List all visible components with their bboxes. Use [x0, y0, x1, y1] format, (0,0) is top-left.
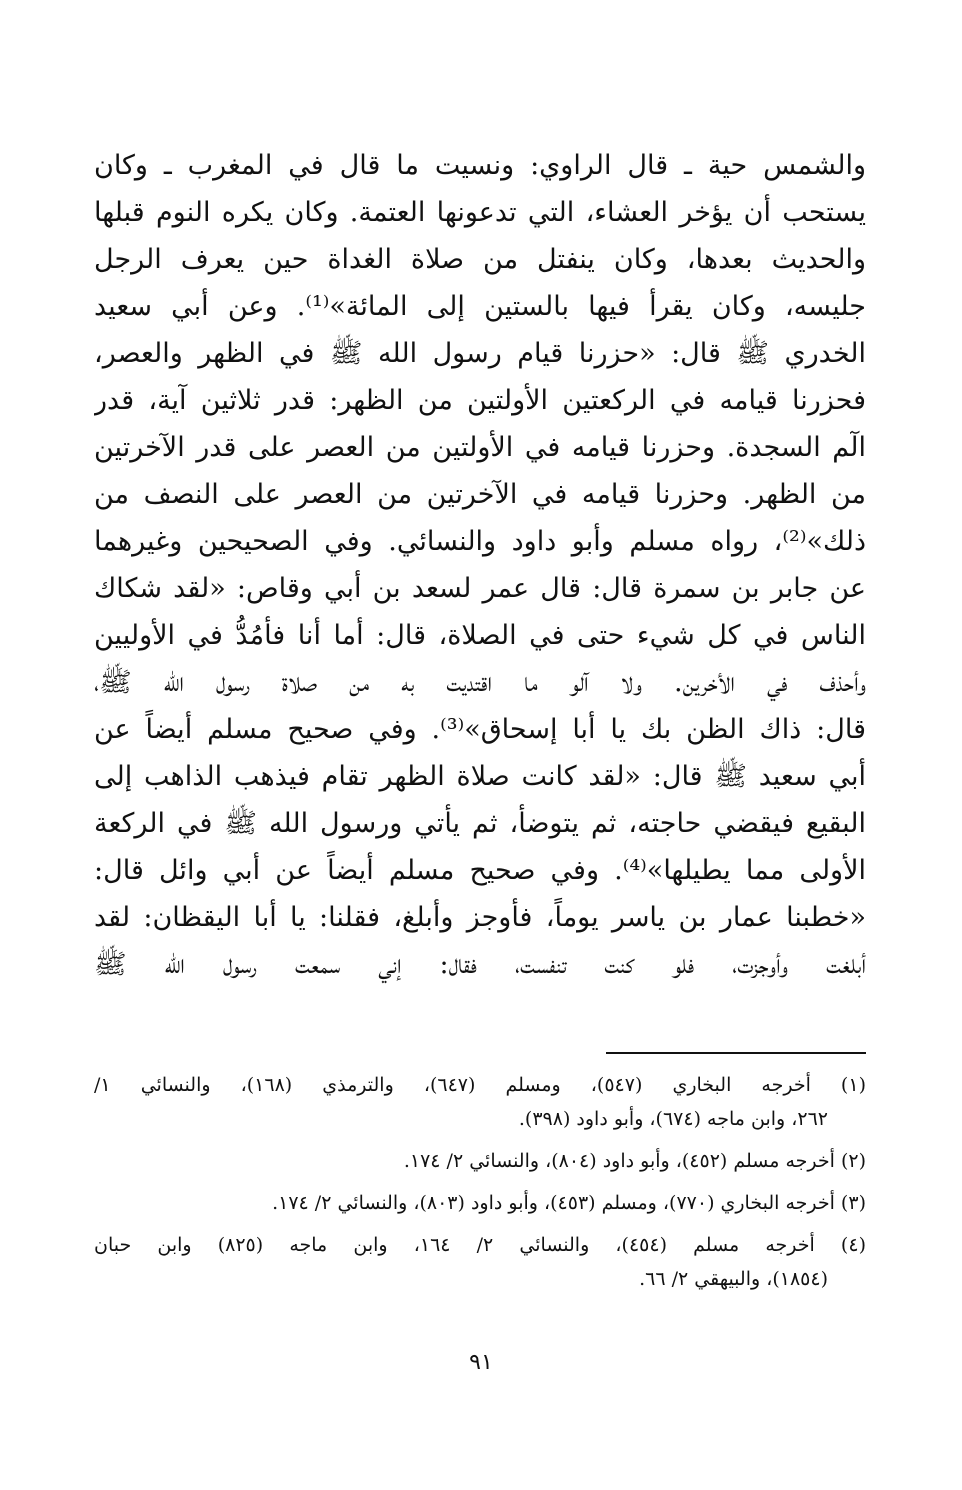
body-line: أبي سعيد ﷺ قال: «لقد كانت صلاة الظهر تقام فيذهب الذاهب إلى	[94, 761, 866, 792]
body-line: الناس في كل شيء حتى في الصلاة، قال: أما أنا فأمُدُّ في الأوليين	[94, 620, 866, 651]
body-line: الأولى مما يطيلها»⁽⁴⁾. وفي صحيح مسلم أيضاً عن أبي وائل قال:	[94, 855, 866, 886]
body-line: من الظهر. وحزرنا قيامه في الآخرتين من العصر على النصف من	[94, 479, 866, 510]
footnote-line: (١٨٥٤)، والبيهقي ٢/ ٦٦.	[639, 1268, 828, 1290]
body-line: الٓم السجدة. وحزرنا قيامه في الأولتين من العصر على قدر الآخرتين	[94, 432, 866, 463]
body-line: جليسه، وكان يقرأ فيها بالستين إلى المائة»⁽¹⁾. وعن أبي سعيد	[94, 291, 866, 322]
body-line: وأحذف في الأخرين. ولا آلو ما اقتديت به من صلاة رسول الله ﷺ،	[94, 667, 866, 698]
footnote-1	[94, 1068, 866, 1136]
page-number: ٩١	[469, 1350, 493, 1375]
body-line: يستحب أن يؤخر العشاء، التي تدعونها العتمة. وكان يكره النوم قبلها	[94, 197, 866, 228]
footnote-line: (٢) أخرجه مسلم (٤٥٢)، وأبو داود (٨٠٤)، والنسائي ٢/ ١٧٤.	[403, 1150, 866, 1172]
body-line: قال: ذاك الظن بك يا أبا إسحاق»⁽³⁾. وفي صحيح مسلم أيضاً عن	[94, 714, 866, 745]
body-line: البقيع فيقضي حاجته، ثم يتوضأ، ثم يأتي ورسول الله ﷺ في الركعة	[94, 808, 866, 839]
footnote-line: ٢٦٢، وابن ماجه (٦٧٤)، وأبو داود (٣٩٨).	[518, 1108, 828, 1130]
footnote-separator	[606, 1052, 866, 1054]
footnote-4	[94, 1228, 866, 1296]
body-line: والشمس حية ـ قال الراوي: ونسيت ما قال في المغرب ـ وكان	[94, 150, 866, 181]
body-line: فحزرنا قيامه في الركعتين الأولتين من الظهر: قدر ثلاثين آية، قدر	[94, 385, 866, 416]
body-line: ذلك»⁽²⁾، رواه مسلم وأبو داود والنسائي. وفي الصحيحين وغيرهما	[94, 526, 866, 557]
footnote-line: (٣) أخرجه البخاري (٧٧٠)، ومسلم (٤٥٣)، وأبو داود (٨٠٣)، والنسائي ٢/ ١٧٤.	[272, 1192, 866, 1214]
body-text	[94, 142, 866, 988]
body-line: الخدري ﷺ قال: «حزرنا قيام رسول الله ﷺ في الظهر والعصر،	[94, 338, 866, 369]
footnote-2	[94, 1144, 866, 1178]
body-line: «خطبنا عمار بن ياسر يوماً، فأوجز وأبلغ، فقلنا: يا أبا اليقظان: لقد	[94, 902, 866, 933]
footnotes	[94, 1068, 866, 1296]
body-line: والحديث بعدها، وكان ينفتل من صلاة الغداة حين يعرف الرجل	[94, 244, 866, 275]
body-line: عن جابر بن سمرة قال: قال عمر لسعد بن أبي وقاص: «لقد شكاك	[94, 573, 866, 604]
body-line: أبلغت وأوجزت، فلو كنت تنفست، فقال: إني سمعت رسول الله ﷺ	[94, 949, 866, 980]
footnote-3	[94, 1186, 866, 1220]
footnote-line: (١) أخرجه البخاري (٥٤٧)، ومسلم (٦٤٧)، والترمذي (١٦٨)، والنسائي ١/	[94, 1074, 866, 1096]
footnote-line: (٤) أخرجه مسلم (٤٥٤)، والنسائي ٢/ ١٦٤، وابن ماجه (٨٢٥) وابن حبان	[94, 1234, 866, 1256]
